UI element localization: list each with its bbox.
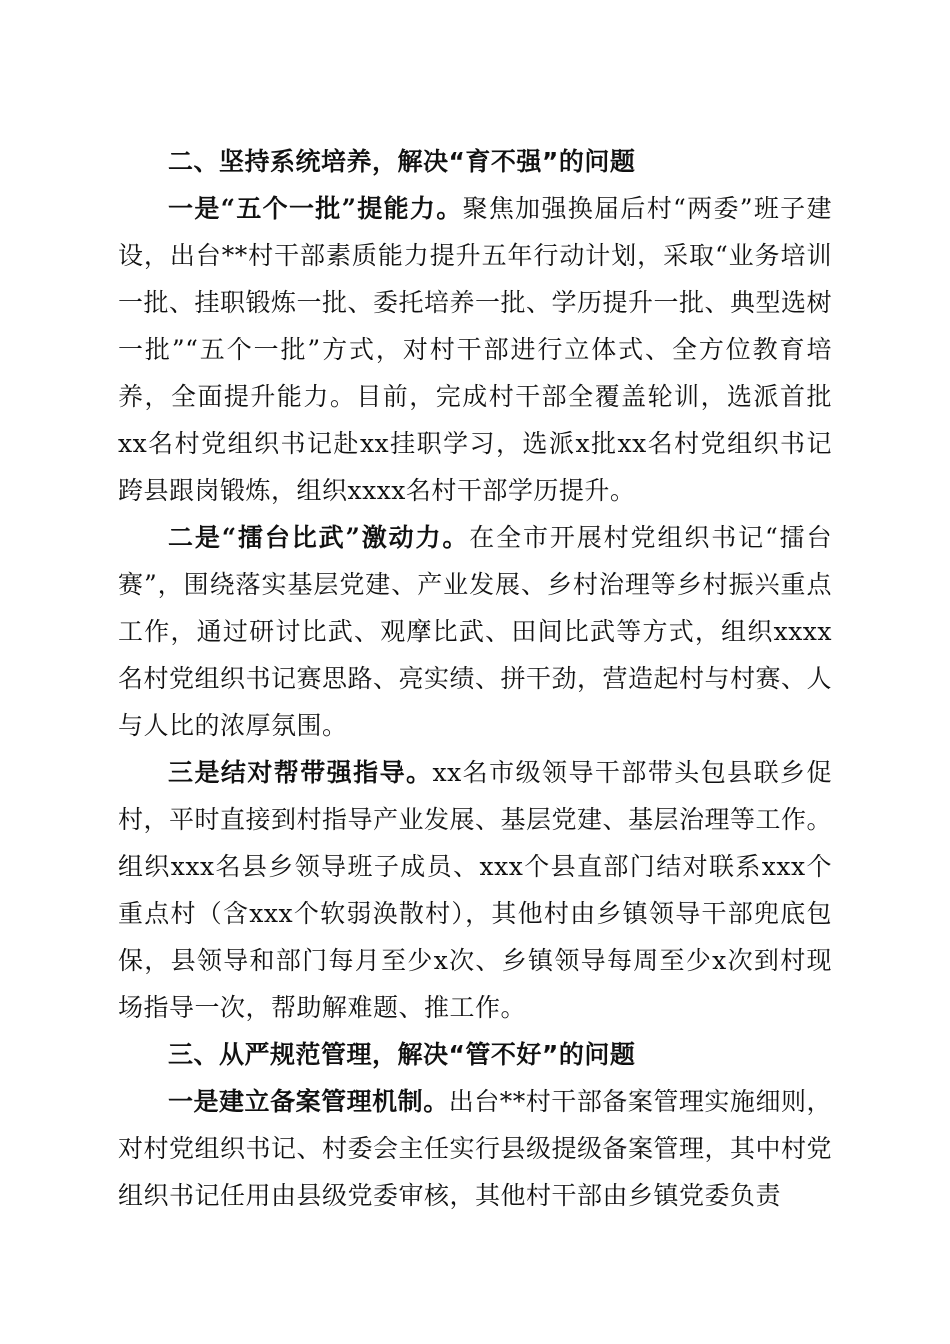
paragraph-arena-contest	[118, 514, 832, 749]
paragraph-text: 聚焦加强换届后村“两委”班子建设，出台**村干部素质能力提升五年行动计划，采取“业务培训一批、挂职锻炼一批、委托培养一批、学历提升一批、典型选树一批”“五个一批”方式，对村干部进行立体式、全方位教育培养，全面提升能力。目前，完成村干部全覆盖轮训，选派首批xx名村党组织书记赴xx挂职学习，选派x批xx名村党组织书记跨县跟岗锻炼，组织xxxx名村干部学历提升。	[118, 194, 833, 505]
section-heading-2: 二、坚持系统培养，解决“育不强”的问题	[168, 147, 636, 176]
paragraph-lead: 一是“五个一批”提能力。	[168, 194, 463, 223]
document-body	[118, 138, 832, 1219]
paragraph-text: 在全市开展村党组织书记“擂台赛”，围绕落实基层党建、产业发展、乡村治理等乡村振兴重点工作，通过研讨比武、观摩比武、田间比武等方式，组织xxxx名村党组织书记赛思路、亮实绩、拼干劲，营造起村与村赛、人与人比的浓厚氛围。	[118, 523, 833, 740]
paragraph-text: xx名市级领导干部带头包县联乡促村，平时直接到村指导产业发展、基层党建、基层治理等工作。组织xxx名县乡领导班子成员、xxx个县直部门结对联系xxx个重点村（含xxx个软弱涣散村），其他村由乡镇领导干部兜底包保，县领导和部门每月至少x次、乡镇领导每周至少x次到村现场指导一次，帮助解难题、推工作。	[118, 758, 833, 1022]
paragraph-filing-mechanism	[118, 1078, 832, 1219]
paragraph-five-batches	[118, 185, 832, 514]
paragraph-lead: 二是“擂台比武”激动力。	[168, 523, 470, 552]
paragraph-text: 出台**村干部备案管理实施细则，对村党组织书记、村委会主任实行县级提级备案管理，其中村党组织书记任用由县级党委审核，其他村干部由乡镇党委负责	[118, 1087, 833, 1210]
paragraph-lead: 一是建立备案管理机制。	[168, 1087, 449, 1116]
section-heading-3: 三、从严规范管理，解决“管不好”的问题	[168, 1040, 636, 1069]
paragraph-lead: 三是结对帮带强指导。	[168, 758, 433, 787]
paragraph-pairing-guidance	[118, 749, 832, 1031]
